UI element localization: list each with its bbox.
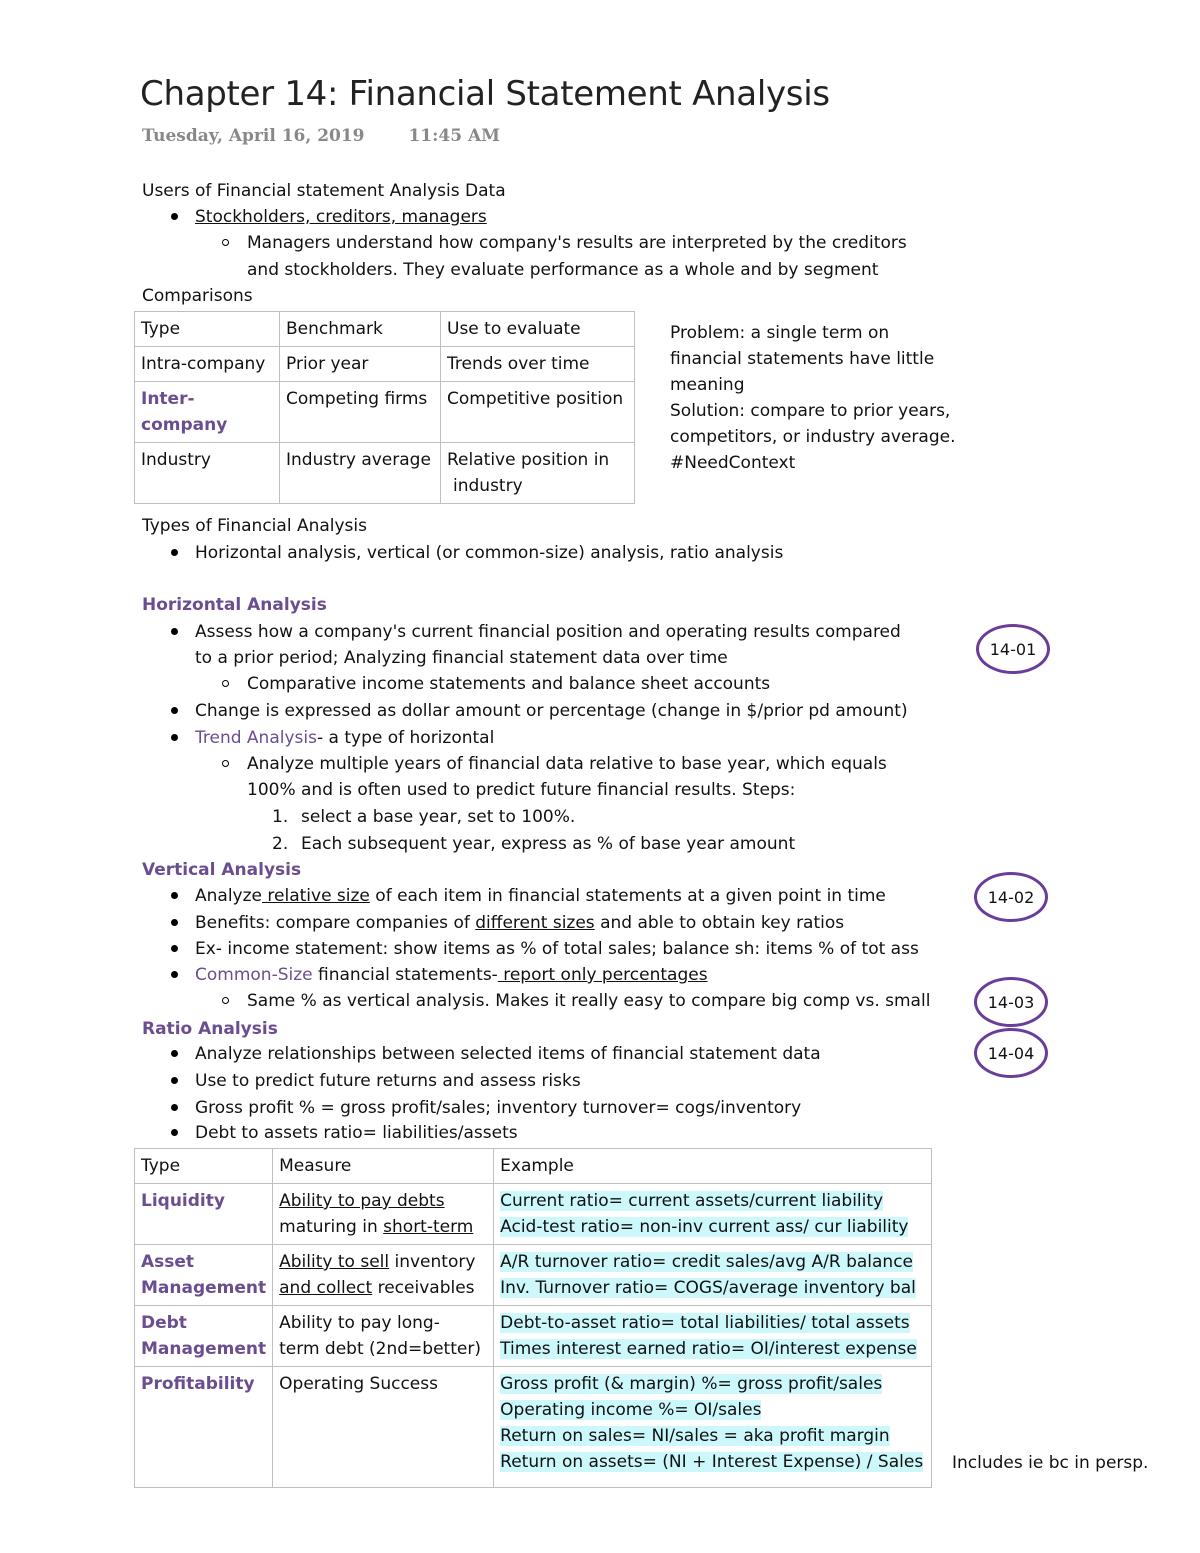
table-cell: [494, 1245, 932, 1306]
table-cell: [273, 1184, 494, 1245]
vertical-bullet-3: Ex- income statement: show items as % of total sales; balance sh: items % of tot ass: [195, 939, 919, 959]
highlighted-text: Inv. Turnover ratio= COGS/average inventory bal: [500, 1278, 916, 1298]
table-cell: Operating Success: [273, 1367, 494, 1488]
page-title: Chapter 14: Financial Statement Analysis: [140, 74, 830, 114]
note-line: #NeedContext: [670, 453, 796, 473]
underlined-text: different sizes: [475, 913, 595, 933]
users-bullet: Stockholders, creditors, managers: [195, 207, 487, 227]
table-header-row: [135, 1149, 932, 1184]
text: Asset: [141, 1252, 195, 1272]
text: and able to obtain key ratios: [594, 913, 845, 933]
types-bullet: Horizontal analysis, vertical (or common-size) analysis, ratio analysis: [195, 543, 784, 563]
horizontal-bullet-2: Change is expressed as dollar amount or percentage (change in $/prior pd amount): [195, 701, 908, 721]
bullet-dot: [171, 213, 178, 220]
text: Debt: [141, 1313, 187, 1333]
table-header-cell: Benchmark: [280, 312, 441, 347]
text: and collect: [279, 1278, 373, 1298]
highlighted-text: Acid-test ratio= non-inv current ass/ cur liability: [500, 1217, 909, 1237]
step-number: 1.: [272, 807, 289, 827]
table-row: [135, 1367, 932, 1488]
highlighted-text: Gross profit (& margin) %= gross profit/sales: [500, 1374, 883, 1394]
bullet-dot: [171, 1129, 178, 1136]
text: Ability to pay debts: [279, 1191, 445, 1211]
step-2: Each subsequent year, express as % of base year amount: [301, 834, 796, 854]
tag-oval: 14-04: [974, 1028, 1048, 1078]
table-cell: Competitive position: [441, 382, 635, 443]
common-size-term: Common-Size: [195, 965, 313, 985]
table-cell: Industry average: [280, 443, 441, 504]
table-cell: [441, 443, 635, 504]
step-number: 2.: [272, 834, 289, 854]
ratio-bullet-1: Analyze relationships between selected items of financial statement data: [195, 1044, 821, 1064]
table-cell: Profitability: [135, 1367, 273, 1488]
table-row: [135, 1184, 932, 1245]
users-heading: Users of Financial statement Analysis Data: [142, 181, 506, 201]
bullet-dot: [171, 549, 178, 556]
highlighted-text: Return on assets= (NI + Interest Expense) / Sales: [500, 1452, 924, 1472]
text: term debt (2nd=better): [279, 1339, 481, 1359]
trend-analysis-term: Trend Analysis: [195, 728, 317, 748]
table-cell: Intra-company: [135, 347, 280, 382]
text: of each item in financial statements at a given point in time: [369, 886, 886, 906]
page-date: Tuesday, April 16, 2019: [142, 126, 365, 146]
bullet-dot: [171, 707, 178, 714]
horizontal-sub-2a: Analyze multiple years of financial data relative to base year, which equals: [247, 754, 887, 774]
table-cell: [494, 1306, 932, 1367]
text: Benefits: compare companies of: [195, 913, 476, 933]
ratio-bullet-2: Use to predict future returns and assess risks: [195, 1071, 581, 1091]
note-line: Problem: a single term on: [670, 323, 890, 343]
horizontal-heading: Horizontal Analysis: [142, 595, 327, 615]
sub-bullet: [222, 239, 229, 246]
bullet-dot: [171, 628, 178, 635]
comparisons-table: [134, 311, 635, 504]
table-cell: Liquidity: [135, 1184, 273, 1245]
tag-oval: 14-01: [976, 624, 1050, 674]
text: Ability to pay long-: [279, 1313, 440, 1333]
bullet-dot: [171, 892, 178, 899]
table-cell-line: industry: [453, 476, 523, 496]
table-cell-line: Relative position in: [447, 450, 610, 470]
underlined-text: relative size: [262, 886, 370, 906]
vertical-bullet-1: [195, 883, 886, 909]
text: inventory: [389, 1252, 476, 1272]
note-line: financial statements have little: [670, 349, 935, 369]
highlighted-text: Times interest earned ratio= OI/interest expense: [500, 1339, 917, 1359]
table-cell: [494, 1367, 932, 1488]
horizontal-sub-1: Comparative income statements and balance sheet accounts: [247, 674, 771, 694]
page-meta: [142, 126, 538, 146]
types-heading: Types of Financial Analysis: [142, 516, 367, 536]
note-line: competitors, or industry average.: [670, 427, 956, 447]
note-line: Solution: compare to prior years,: [670, 401, 951, 421]
table-cell: [273, 1245, 494, 1306]
table-cell: [135, 1306, 273, 1367]
table-header-cell: Type: [135, 1149, 273, 1184]
sub-bullet: [222, 680, 229, 687]
bullet-dot: [171, 971, 178, 978]
table-cell: Inter-company: [135, 382, 280, 443]
side-handwritten-note: Includes ie bc in persp.: [952, 1453, 1149, 1473]
note-line: meaning: [670, 375, 745, 395]
page-time: 11:45 AM: [408, 126, 500, 146]
sub-bullet: [222, 760, 229, 767]
ratio-bullet-4: Debt to assets ratio= liabilities/assets: [195, 1123, 518, 1143]
table-cell: [273, 1306, 494, 1367]
underlined-text: report only percentages: [497, 965, 708, 985]
bullet-dot: [171, 1104, 178, 1111]
table-cell: [494, 1184, 932, 1245]
highlighted-text: A/R turnover ratio= credit sales/avg A/R balance: [500, 1252, 913, 1272]
highlighted-text: Current ratio= current assets/current liability: [500, 1191, 884, 1211]
text: Analyze: [195, 886, 262, 906]
table-cell: Trends over time: [441, 347, 635, 382]
highlighted-text: Debt-to-asset ratio= total liabilities/ total assets: [500, 1313, 910, 1333]
text: Ability to sell: [279, 1252, 390, 1272]
trend-analysis-text: - a type of horizontal: [316, 728, 495, 748]
horizontal-sub-2b: 100% and is often used to predict future financial results. Steps:: [247, 780, 796, 800]
bullet-dot: [171, 945, 178, 952]
table-row: [135, 443, 635, 504]
table-header-row: [135, 312, 635, 347]
users-sub-2: and stockholders. They evaluate performance as a whole and by segment: [247, 260, 879, 280]
table-cell: [135, 1245, 273, 1306]
bullet-dot: [171, 1077, 178, 1084]
step-1: select a base year, set to 100%.: [301, 807, 576, 827]
highlighted-text: Operating income %= OI/sales: [500, 1400, 762, 1420]
table-header-cell: Use to evaluate: [441, 312, 635, 347]
vertical-sub-1: Same % as vertical analysis. Makes it really easy to compare big comp vs. small: [247, 991, 931, 1011]
text: Management: [141, 1339, 267, 1359]
ratio-table: [134, 1148, 932, 1488]
vertical-bullet-4: [195, 962, 708, 988]
table-header-cell: Measure: [273, 1149, 494, 1184]
tag-oval: 14-02: [974, 872, 1048, 922]
table-cell: Competing firms: [280, 382, 441, 443]
table-cell: Prior year: [280, 347, 441, 382]
users-sub-1: Managers understand how company's results are interpreted by the creditors: [247, 233, 907, 253]
table-header-cell: Type: [135, 312, 280, 347]
table-row: [135, 1245, 932, 1306]
sub-bullet: [222, 997, 229, 1004]
horizontal-bullet-1a: Assess how a company's current financial position and operating results compared: [195, 622, 901, 642]
text: Management: [141, 1278, 267, 1298]
table-row: [135, 382, 635, 443]
table-row: [135, 347, 635, 382]
bullet-dot: [171, 1050, 178, 1057]
highlighted-text: Return on sales= NI/sales = aka profit margin: [500, 1426, 890, 1446]
text: receivables: [372, 1278, 475, 1298]
text: short-term: [383, 1217, 474, 1237]
vertical-bullet-2: [195, 910, 844, 936]
horizontal-bullet-1b: to a prior period; Analyzing financial statement data over time: [195, 648, 728, 668]
text: maturing in: [279, 1217, 384, 1237]
table-row: [135, 1306, 932, 1367]
tag-oval: 14-03: [974, 977, 1048, 1027]
table-header-cell: Example: [494, 1149, 932, 1184]
comparisons-heading: Comparisons: [142, 286, 253, 306]
table-cell: Industry: [135, 443, 280, 504]
bullet-dot: [171, 919, 178, 926]
bullet-dot: [171, 734, 178, 741]
vertical-heading: Vertical Analysis: [142, 860, 302, 880]
horizontal-bullet-3: [195, 725, 494, 751]
text: financial statements-: [312, 965, 498, 985]
ratio-heading: Ratio Analysis: [142, 1019, 278, 1039]
ratio-bullet-3: Gross profit % = gross profit/sales; inventory turnover= cogs/inventory: [195, 1098, 802, 1118]
side-note: [670, 320, 956, 476]
